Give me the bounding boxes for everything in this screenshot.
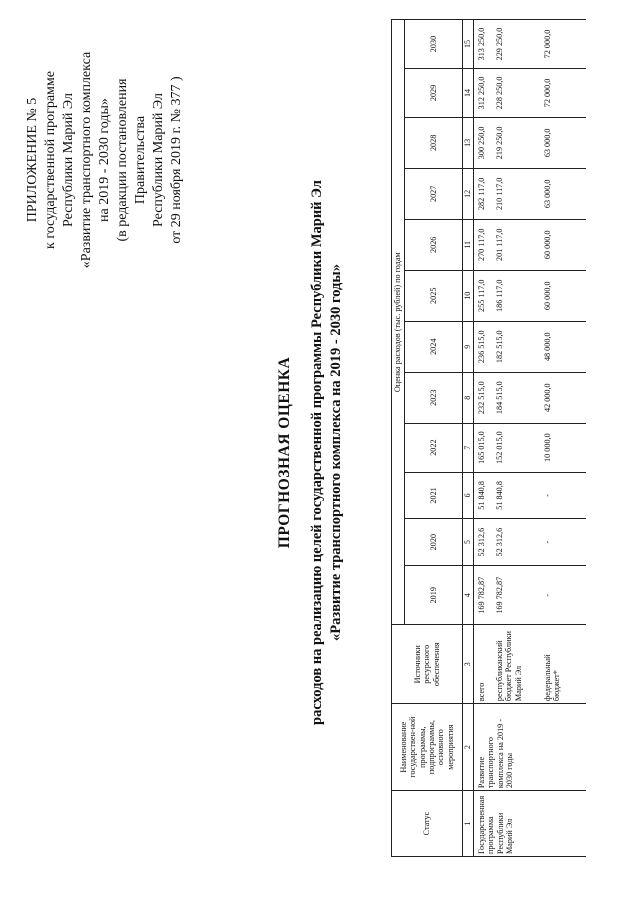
appendix-line: Правительства [133,115,148,205]
value-cell: 60 000,0 [542,219,570,270]
value-cell: 63 000,0 [542,168,570,219]
value-cell: 60 000,0 [542,270,570,321]
value-cell: 232 515,0 [474,372,495,423]
col-number: 2 [463,704,474,791]
header-year: 2022 [405,423,463,472]
value-cell: 52 312,6 [474,519,495,566]
value-cell: 312 250,0 [474,69,495,118]
appendix-line: к государственной программе [43,71,58,249]
value-cell: 72 000,0 [542,20,570,69]
value-cell: 52 312,6 [494,519,542,566]
header-source: Источники ресурсного обеспечения [392,625,463,704]
value-cell: 228 250,0 [494,69,542,118]
source-cell: федеральный бюджет* [542,625,570,704]
program-title: «Развитие транспортного комплекса на 2019 - 2030 годы» [328,264,344,641]
col-number: 10 [463,270,474,321]
value-cell: 313 250,0 [474,20,495,69]
appendix-line: на 2019 - 2030 годы» [97,98,112,222]
col-number: 1 [463,791,474,857]
appendix-line: ПРИЛОЖЕНИЕ № 5 [25,97,40,223]
value-cell: 300 250,0 [474,117,495,168]
header-year: 2025 [405,270,463,321]
appendix-block [24,25,186,295]
header-year: 2020 [405,519,463,566]
col-number: 3 [463,625,474,704]
value-cell: 169 782,87 [474,566,495,625]
value-cell: 229 250,0 [494,20,542,69]
table-row [474,20,495,857]
value-cell: 48 000,0 [542,321,570,372]
col-number: 15 [463,20,474,69]
header-year: 2019 [405,566,463,625]
header-group: Оценка расходов (тыс. рублей) по годам [392,20,405,625]
header-status: Статус [392,791,463,857]
col-number: 9 [463,321,474,372]
col-number: 6 [463,472,474,519]
col-number: 13 [463,117,474,168]
value-cell: 10 000,0 [542,423,570,472]
header-name: Наименование государствен-ной программы, подпрограммы, основного мероприятия [392,704,463,791]
header-year: 2028 [405,117,463,168]
value-cell: 72 000,0 [542,69,570,118]
col-number: 5 [463,519,474,566]
col-number: 7 [463,423,474,472]
value-cell: 165 015,0 [474,423,495,472]
value-cell: 201 117,0 [494,219,542,270]
value-cell: 182 515,0 [494,321,542,372]
col-number: 4 [463,566,474,625]
header-year: 2030 [405,20,463,69]
document-title: ПРОГНОЗНАЯ ОЦЕНКА [276,356,293,549]
value-cell: - [542,566,570,625]
value-cell: 51 840,8 [474,472,495,519]
source-cell: всего [474,625,495,704]
value-cell: - [542,472,570,519]
expense-table [391,19,586,857]
value-cell: 210 117,0 [494,168,542,219]
program-name-cell: Развитие транспортного комплекса на 2019 - 2030 годы [474,704,587,791]
value-cell: - [542,519,570,566]
value-cell: 282 117,0 [474,168,495,219]
value-cell: 63 000,0 [542,117,570,168]
appendix-line: «Развитие транспортного комплекса [79,51,94,269]
appendix-line: (в редакции постановления [115,78,130,242]
value-cell: 152 015,0 [494,423,542,472]
col-number: 8 [463,372,474,423]
value-cell: 51 840,8 [494,472,542,519]
header-year: 2029 [405,69,463,118]
header-year: 2023 [405,372,463,423]
value-cell: 184 515,0 [494,372,542,423]
document-subtitle: расходов на реализацию целей государственной программы Республики Марий Эл [309,180,325,725]
source-cell: республиканский бюджет Республики Марий Эл [494,625,542,704]
value-cell: 270 117,0 [474,219,495,270]
value-cell: 186 117,0 [494,270,542,321]
col-number: 14 [463,69,474,118]
appendix-line: Республики Марий Эл [151,93,166,227]
appendix-line: Республики Марий Эл [61,93,76,227]
status-cell: Государственная программа Республики Марий Эл [474,791,587,857]
header-year: 2027 [405,168,463,219]
header-year: 2021 [405,472,463,519]
value-cell: 169 782,87 [494,566,542,625]
col-number: 12 [463,168,474,219]
header-year: 2024 [405,321,463,372]
header-year: 2026 [405,219,463,270]
appendix-line: от 29 ноября 2019 г. № 377 ) [169,76,184,244]
value-cell: 255 117,0 [474,270,495,321]
col-number: 11 [463,219,474,270]
value-cell: 219 250,0 [494,117,542,168]
value-cell: 42 000,0 [542,372,570,423]
value-cell: 236 515,0 [474,321,495,372]
